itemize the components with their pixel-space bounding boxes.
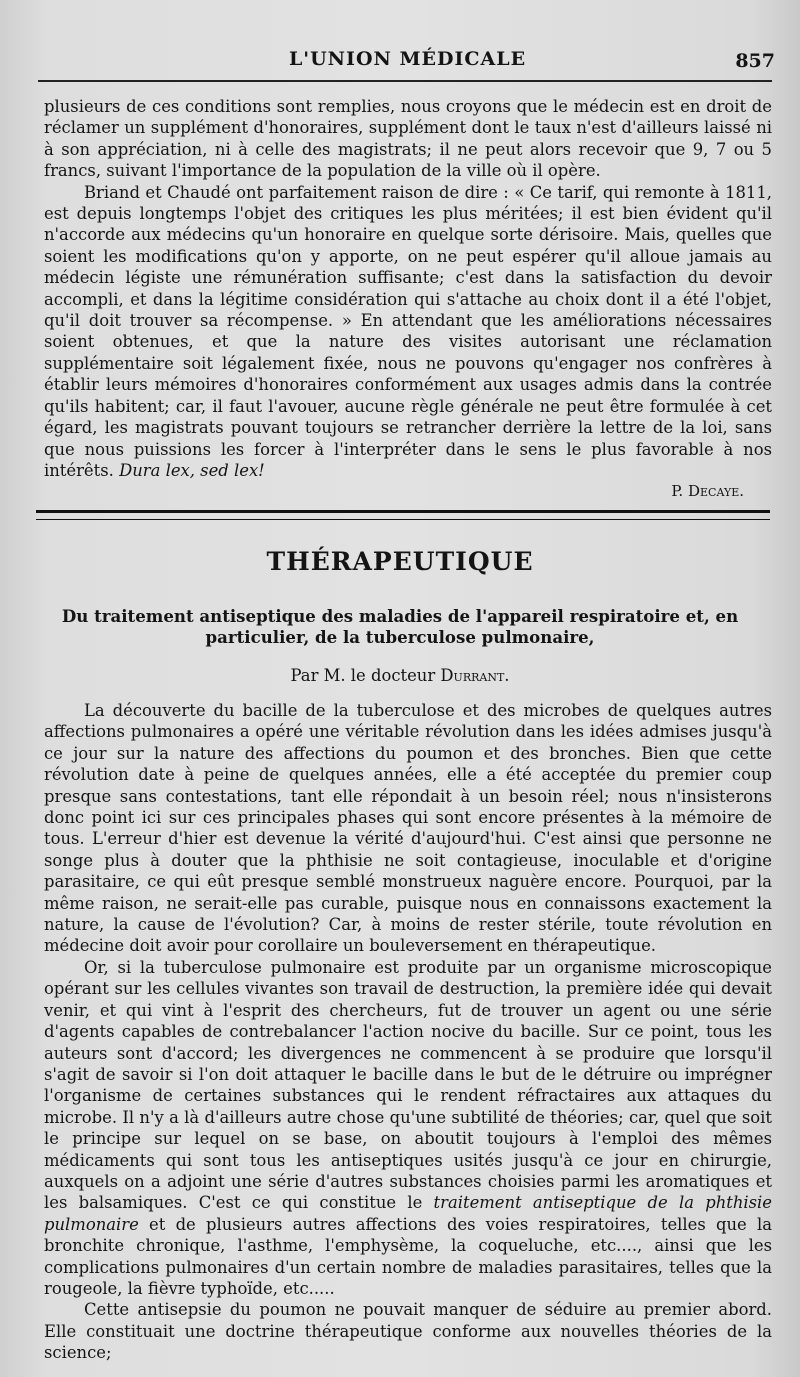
page-number: 857 [735, 50, 775, 72]
running-head [40, 44, 775, 74]
author-prefix: Par M. le docteur [290, 666, 436, 685]
paragraph [44, 182, 772, 482]
paragraph-text: Or, si la tuberculose pulmonaire est produite par un organisme microscopique opérant sur les cellules vivantes son travail de destruction, la première idée qui devait venir, et qui vint à l'esprit des chercheurs, fut de trouver un agent ou une série d'agents capables de contrebalancer l'action nocive du bacille. Sur ce point, tous les auteurs sont d'accord; les divergences ne commencent à se produire que lorsqu'il s'agit de savoir si l'on doit attaquer le bacille dans le but de le détruire ou imprégner l'organisme de certaines substances qui le rendent réfractaires aux attaques du microbe. Il n'y a là d'ailleurs autre chose qu'une subtilité de théories; car, quel que soit le principe sur lequel on se base, on aboutit toujours à l'emploi des mêmes médicaments qui sont tous les antiseptiques usités jusqu'à ce jour en chirurgie, auxquels on a adjoint une série d'autres substances choisies parmi les aromatiques et les balsamiques. C'est ce qui constitue le [44, 957, 772, 1213]
italic-phrase: traitement antiseptique de la phthisie pulmonaire [44, 1193, 773, 1234]
article-title: Du traitement antiseptique des maladies de l'appareil respiratoire et, en particulier, de la tuberculose pulmonaire, [61, 606, 739, 647]
article-author [0, 666, 800, 685]
signature [44, 481, 772, 502]
signature-name: Decaye. [687, 482, 744, 501]
section-divider [36, 510, 770, 520]
paragraph [44, 957, 772, 1300]
paragraph: La découverte du bacille de la tuberculose et des microbes de quelques autres affections pulmonaires a opéré une véritable révolution dans les idées admises jusqu'à ce jour sur la nature des affections du poumon et des bronches. Bien que cette révolution date à peine de quelques années, elle a été acceptée du premier coup presque sans contestations, tant elle répondait à un besoin réel; nous n'insisterons donc point ici sur ces principales phases qui sont encore présentes à la mémoire de tous. L'erreur d'hier est devenue la vérité d'aujourd'hui. C'est ainsi que personne ne songe plus à douter que la phthisie ne soit contagieuse, inoculable et d'origine parasitaire, ce qui eût presque semblé monstrueux naguère encore. Pourquoi, par la même raison, ne serait-elle pas curable, puisque nous en connaissons exactement la nature, la cause de l'évolution? Car, à moins de rester stérile, toute révolution en médecine doit avoir pour corollaire un bouleversement en thérapeutique. [44, 701, 772, 956]
latin-quote: Dura lex, sed lex! [119, 460, 265, 480]
author-name: Durrant. [440, 666, 510, 685]
signature-initial: P. [671, 482, 684, 501]
section-title: THÉRAPEUTIQUE [266, 547, 534, 576]
running-title: L'UNION MÉDICALE [288, 48, 527, 70]
paragraph-text: Briand et Chaudé ont parfaitement raison de dire : « Ce tarif, qui remonte à 1811, est depuis longtemps l'objet des critiques les plus méritées; il est bien évident qu'il n'accorde aux médecins qu'un honoraire en quelque sorte dérisoire. Mais, quelles que soient les modifications qu'on y apporte, on ne peut espérer qu'il alloue jamais au médecin légiste une rémunération suffisante; c'est dans la satisfaction du devoir accompli, et dans la légitime considération qui s'attache au choix dont il a été l'objet, qu'il doit trouver sa récompense. » En attendant que les améliorations nécessaires soient obtenues, et que la nature des visites autorisant une réclamation supplémentaire soit légalement fixée, nous ne pouvons qu'engager nos confrères à établir leurs mémoires d'honoraires conformément aux usages admis dans la contrée qu'ils habitent; car, il faut l'avouer, aucune règle générale ne peut être formulée à cet égard, les magistrats pouvant toujours se retrancher derrière la lettre de la loi, sans que nous puissions les forcer à l'interpréter dans le sens le plus favorable à nos intérêts. [44, 182, 772, 480]
paragraph: Cette antisepsie du poumon ne pouvait manquer de séduire au premier abord. Elle constituait une doctrine thérapeutique conforme aux nouvelles théories de la science; [44, 1300, 772, 1363]
paragraph-text: et de plusieurs autres affections des voies respiratoires, telles que la bronchite chronique, l'asthme, l'emphysème, la coqueluche, etc...., ainsi que les complications pulmonaires d'un certain nombre de maladies parasitaires, telles que la rougeole, la fièvre typhoïde, etc..... [44, 1214, 772, 1298]
paragraph: plusieurs de ces conditions sont remplies, nous croyons que le médecin est en droit de réclamer un supplément d'honoraires, supplément dont le taux n'est d'ailleurs laissé ni à son appréciation, ni à celle des magistrats; il ne peut alors recevoir que 9, 7 ou 5 francs, suivant l'importance de la population de la ville où il opère. [44, 97, 772, 181]
article-body [44, 700, 772, 1364]
continued-article-text [44, 96, 772, 503]
header-rule [38, 80, 772, 82]
